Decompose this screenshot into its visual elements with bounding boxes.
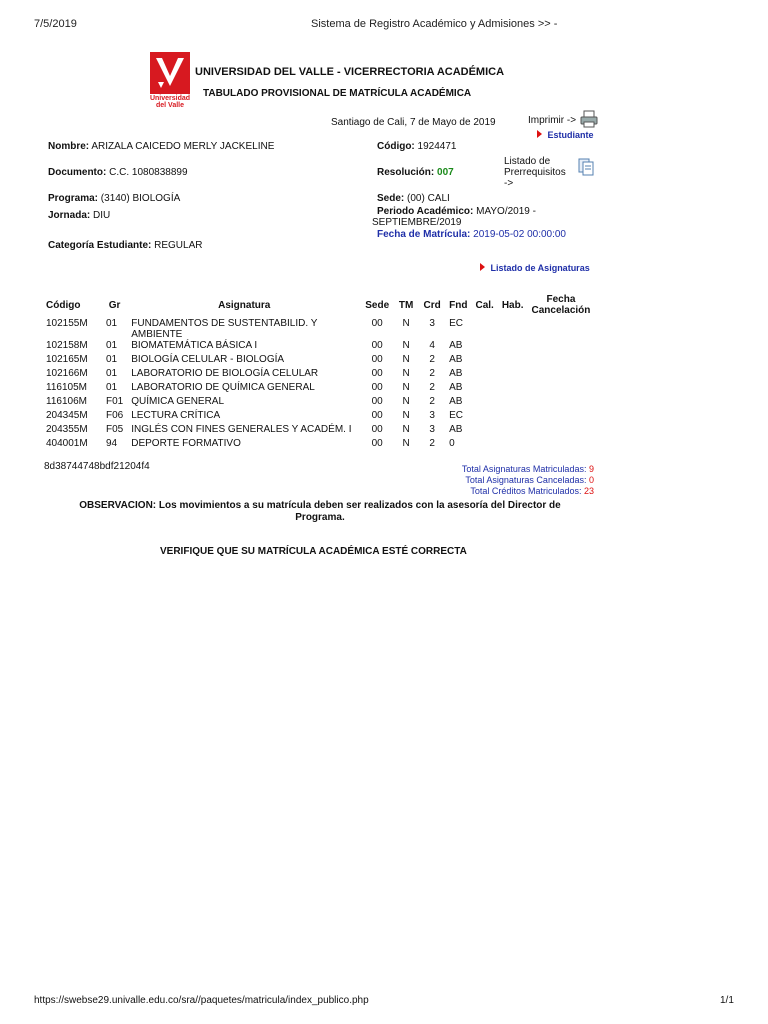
sede-field <box>377 193 450 204</box>
cell-gr: F05 <box>106 424 124 435</box>
table-row <box>42 368 594 382</box>
cell-crd: 4 <box>429 340 435 351</box>
table-row <box>42 382 594 396</box>
print-page-title: Sistema de Registro Académico y Admisiones >> - <box>311 18 558 30</box>
cell-fnd: 0 <box>449 438 455 449</box>
cell-cal <box>471 438 497 452</box>
categoria-field <box>48 240 203 251</box>
cell-cal <box>471 318 497 340</box>
observacion-note <box>60 500 580 524</box>
cell-gr: 01 <box>106 318 118 329</box>
programa-value: (3140) BIOLOGÍA <box>100 193 181 204</box>
cell-tm: N <box>402 382 410 393</box>
cell-sede: 00 <box>371 396 383 407</box>
cell-codigo: 102166M <box>46 368 88 379</box>
cell-crd: 2 <box>429 354 435 365</box>
cell-tm: N <box>402 368 410 379</box>
table-row <box>42 354 594 368</box>
print-label: Imprimir -> <box>528 115 577 126</box>
cell-cal <box>471 382 497 396</box>
cell-sede: 00 <box>371 410 383 421</box>
print-link[interactable] <box>528 115 576 126</box>
verifique-note: VERIFIQUE QUE SU MATRÍCULA ACADÉMICA ESTÉ CORRECTA <box>160 546 467 557</box>
col-sede: Sede <box>365 299 390 311</box>
logo-text-1: Universidad <box>149 95 191 102</box>
cell-fnd: AB <box>449 368 463 379</box>
cell-sede: 00 <box>371 318 383 329</box>
cell-fnd: AB <box>449 382 463 393</box>
categoria-label: Categoría Estudiante: <box>48 240 152 251</box>
cell-codigo: 102155M <box>46 318 88 329</box>
cell-asignatura: BIOLOGÍA CELULAR - BIOLOGÍA <box>131 354 285 365</box>
cell-crd: 2 <box>429 368 435 379</box>
total-canceladas-label: Total Asignaturas Canceladas: <box>465 475 587 485</box>
cell-fecha <box>527 410 594 424</box>
cell-cal <box>471 410 497 424</box>
observacion-line-2: Programa. <box>295 512 345 523</box>
col-crd: Crd <box>423 299 441 311</box>
header-subtitle: TABULADO PROVISIONAL DE MATRÍCULA ACADÉMICA <box>203 88 472 99</box>
cell-crd: 3 <box>429 318 435 329</box>
resolucion-label: Resolución: <box>377 167 435 178</box>
fecha-matricula-field <box>377 229 566 240</box>
cell-codigo: 404001M <box>46 438 88 449</box>
programa-field <box>48 193 180 204</box>
cell-hab <box>498 424 528 438</box>
header-title: UNIVERSIDAD DEL VALLE - VICERRECTORIA ACADÉMICA <box>195 66 505 78</box>
cell-cal <box>471 396 497 410</box>
cell-fecha <box>527 382 594 396</box>
univalle-emblem-icon <box>150 52 190 94</box>
listado-asignaturas-link[interactable] <box>480 263 590 273</box>
university-logo <box>150 52 190 110</box>
cell-codigo: 116105M <box>46 382 87 393</box>
cell-hab <box>498 318 528 340</box>
prereq-label-2: Prerrequisitos <box>504 167 566 178</box>
table-row <box>42 438 594 452</box>
cell-gr: F01 <box>106 396 124 407</box>
cell-hab <box>498 368 528 382</box>
table-row <box>42 410 594 424</box>
documento-label: Documento: <box>48 167 107 178</box>
codigo-field <box>377 141 456 152</box>
cell-fnd: AB <box>449 396 463 407</box>
sede-value: (00) CALI <box>407 193 450 204</box>
cell-cal <box>471 368 497 382</box>
cell-fecha <box>527 424 594 438</box>
codigo-label: Código: <box>377 141 415 152</box>
cell-gr: 94 <box>106 438 118 449</box>
estudiante-link[interactable] <box>537 130 594 140</box>
cell-sede: 00 <box>371 354 383 365</box>
cell-cal <box>471 340 497 354</box>
cell-tm: N <box>402 354 410 365</box>
col-tm: TM <box>398 299 414 311</box>
categoria-value: REGULAR <box>154 240 203 251</box>
prerrequisitos-link[interactable] <box>504 156 566 189</box>
cell-codigo: 204345M <box>46 410 88 421</box>
cell-cal <box>471 354 497 368</box>
cell-tm: N <box>402 318 410 329</box>
cell-sede: 00 <box>371 340 383 351</box>
cell-tm: N <box>402 424 410 435</box>
cell-cal <box>471 424 497 438</box>
fecha-matricula-label: Fecha de Matrícula: <box>377 229 471 240</box>
cell-asignatura: LABORATORIO DE BIOLOGÍA CELULAR <box>131 368 319 379</box>
cell-hab <box>498 354 528 368</box>
cell-sede: 00 <box>371 368 383 379</box>
total-creditos-label: Total Créditos Matriculados: <box>470 486 582 496</box>
col-asignatura: Asignatura <box>218 299 271 311</box>
col-fecha-cancelacion <box>527 292 594 318</box>
estudiante-link-label: Estudiante <box>547 130 594 140</box>
cell-asignatura: BIOMATEMÁTICA BÁSICA I <box>131 340 258 351</box>
print-page-count: 1/1 <box>720 995 734 1006</box>
periodo-value-1: MAYO/2019 - <box>476 206 536 217</box>
cell-fnd: AB <box>449 354 463 365</box>
fecha-matricula-value: 2019-05-02 00:00:00 <box>473 229 566 240</box>
cell-codigo: 102165M <box>46 354 88 365</box>
cell-hab <box>498 410 528 424</box>
cell-asignatura: LABORATORIO DE QUÍMICA GENERAL <box>131 382 315 393</box>
table-row <box>42 318 594 340</box>
prereq-label-1: Listado de <box>504 156 551 167</box>
sede-label: Sede: <box>377 193 405 204</box>
cell-gr: F06 <box>106 410 124 421</box>
logo-text-2: del Valle <box>155 102 185 109</box>
periodo-field <box>372 206 536 228</box>
cell-fnd: AB <box>449 424 463 435</box>
programa-label: Programa: <box>48 193 99 204</box>
cell-crd: 2 <box>429 438 435 449</box>
codigo-value: 1924471 <box>417 141 457 152</box>
totals-block <box>462 464 594 497</box>
periodo-value-2: SEPTIEMBRE/2019 <box>372 217 462 228</box>
print-url: https://swebse29.univalle.edu.co/sra//paquetes/matricula/index_publico.php <box>34 995 369 1006</box>
table-header-row <box>42 292 594 318</box>
cell-gr: 01 <box>106 354 118 365</box>
cell-fecha <box>527 438 594 452</box>
cell-crd: 2 <box>429 396 435 407</box>
cell-fecha <box>527 354 594 368</box>
place-date: Santiago de Cali, 7 de Mayo de 2019 <box>331 117 496 128</box>
cell-asignatura: LECTURA CRÍTICA <box>131 410 221 421</box>
cell-asignatura: INGLÉS CON FINES GENERALES Y ACADÉM. I <box>131 424 352 435</box>
cell-codigo: 102158M <box>46 340 88 351</box>
cell-fecha <box>527 368 594 382</box>
col-codigo: Código <box>46 299 81 311</box>
col-gr: Gr <box>108 299 121 311</box>
observacion-line-1: OBSERVACION: Los movimientos a su matrícula deben ser realizados con la asesoría del Director de <box>79 500 561 511</box>
total-matriculadas-label: Total Asignaturas Matriculadas: <box>461 464 587 474</box>
cell-fnd: EC <box>449 318 464 329</box>
jornada-field <box>48 210 110 221</box>
total-canceladas-value: 0 <box>588 475 594 485</box>
cell-fnd: AB <box>449 340 463 351</box>
cell-sede: 00 <box>371 424 383 435</box>
listado-asignaturas-label: Listado de Asignaturas <box>490 263 590 273</box>
cell-fecha <box>527 318 594 340</box>
resolucion-value: 007 <box>437 167 454 178</box>
col-hab: Hab. <box>501 299 524 311</box>
table-row <box>42 396 594 410</box>
col-cal: Cal. <box>475 299 494 311</box>
jornada-value: DIU <box>93 210 111 221</box>
nombre-value: ARIZALA CAICEDO MERLY JACKELINE <box>91 141 275 152</box>
prereq-label-3: -> <box>504 178 514 189</box>
cell-gr: 01 <box>106 368 118 379</box>
col-fecha-line-1: Fecha <box>546 294 576 305</box>
cell-hab <box>498 396 528 410</box>
asignaturas-table <box>42 292 594 452</box>
cell-crd: 3 <box>429 424 435 435</box>
nombre-label: Nombre: <box>48 141 90 152</box>
nombre-field <box>48 141 274 152</box>
cell-asignatura: QUÍMICA GENERAL <box>131 396 225 407</box>
col-fnd: Fnd <box>449 299 468 311</box>
cell-fecha <box>527 396 594 410</box>
cell-crd: 2 <box>429 382 435 393</box>
cell-asignatura: FUNDAMENTOS DE SUSTENTABILID. Y AMBIENTE <box>131 318 318 340</box>
cell-asignatura: DEPORTE FORMATIVO <box>131 438 241 449</box>
cell-gr: 01 <box>106 382 118 393</box>
cell-hab <box>498 340 528 354</box>
cell-gr: 01 <box>106 340 118 351</box>
table-row <box>42 424 594 438</box>
resolucion-field <box>377 167 454 178</box>
hash-code: 8d38744748bdf21204f4 <box>44 461 150 472</box>
jornada-label: Jornada: <box>48 210 91 221</box>
periodo-label: Periodo Académico: <box>377 206 474 217</box>
cell-hab <box>498 438 528 452</box>
documento-value: C.C. 1080838899 <box>109 167 188 178</box>
documento-field <box>48 167 188 178</box>
cell-sede: 00 <box>371 382 383 393</box>
cell-codigo: 116106M <box>46 396 87 407</box>
cell-crd: 3 <box>429 410 435 421</box>
cell-tm: N <box>402 396 410 407</box>
total-matriculadas-value: 9 <box>588 464 594 474</box>
documents-icon[interactable] <box>578 158 594 181</box>
total-creditos-value: 23 <box>583 486 594 496</box>
cell-sede: 00 <box>371 438 383 449</box>
cell-tm: N <box>402 438 410 449</box>
print-date: 7/5/2019 <box>34 18 77 30</box>
cell-codigo: 204355M <box>46 424 88 435</box>
cell-hab <box>498 382 528 396</box>
table-row <box>42 340 594 354</box>
cell-fecha <box>527 340 594 354</box>
cell-tm: N <box>402 340 410 351</box>
col-fecha-line-2: Cancelación <box>531 305 591 316</box>
cell-fnd: EC <box>449 410 464 421</box>
cell-tm: N <box>402 410 410 421</box>
